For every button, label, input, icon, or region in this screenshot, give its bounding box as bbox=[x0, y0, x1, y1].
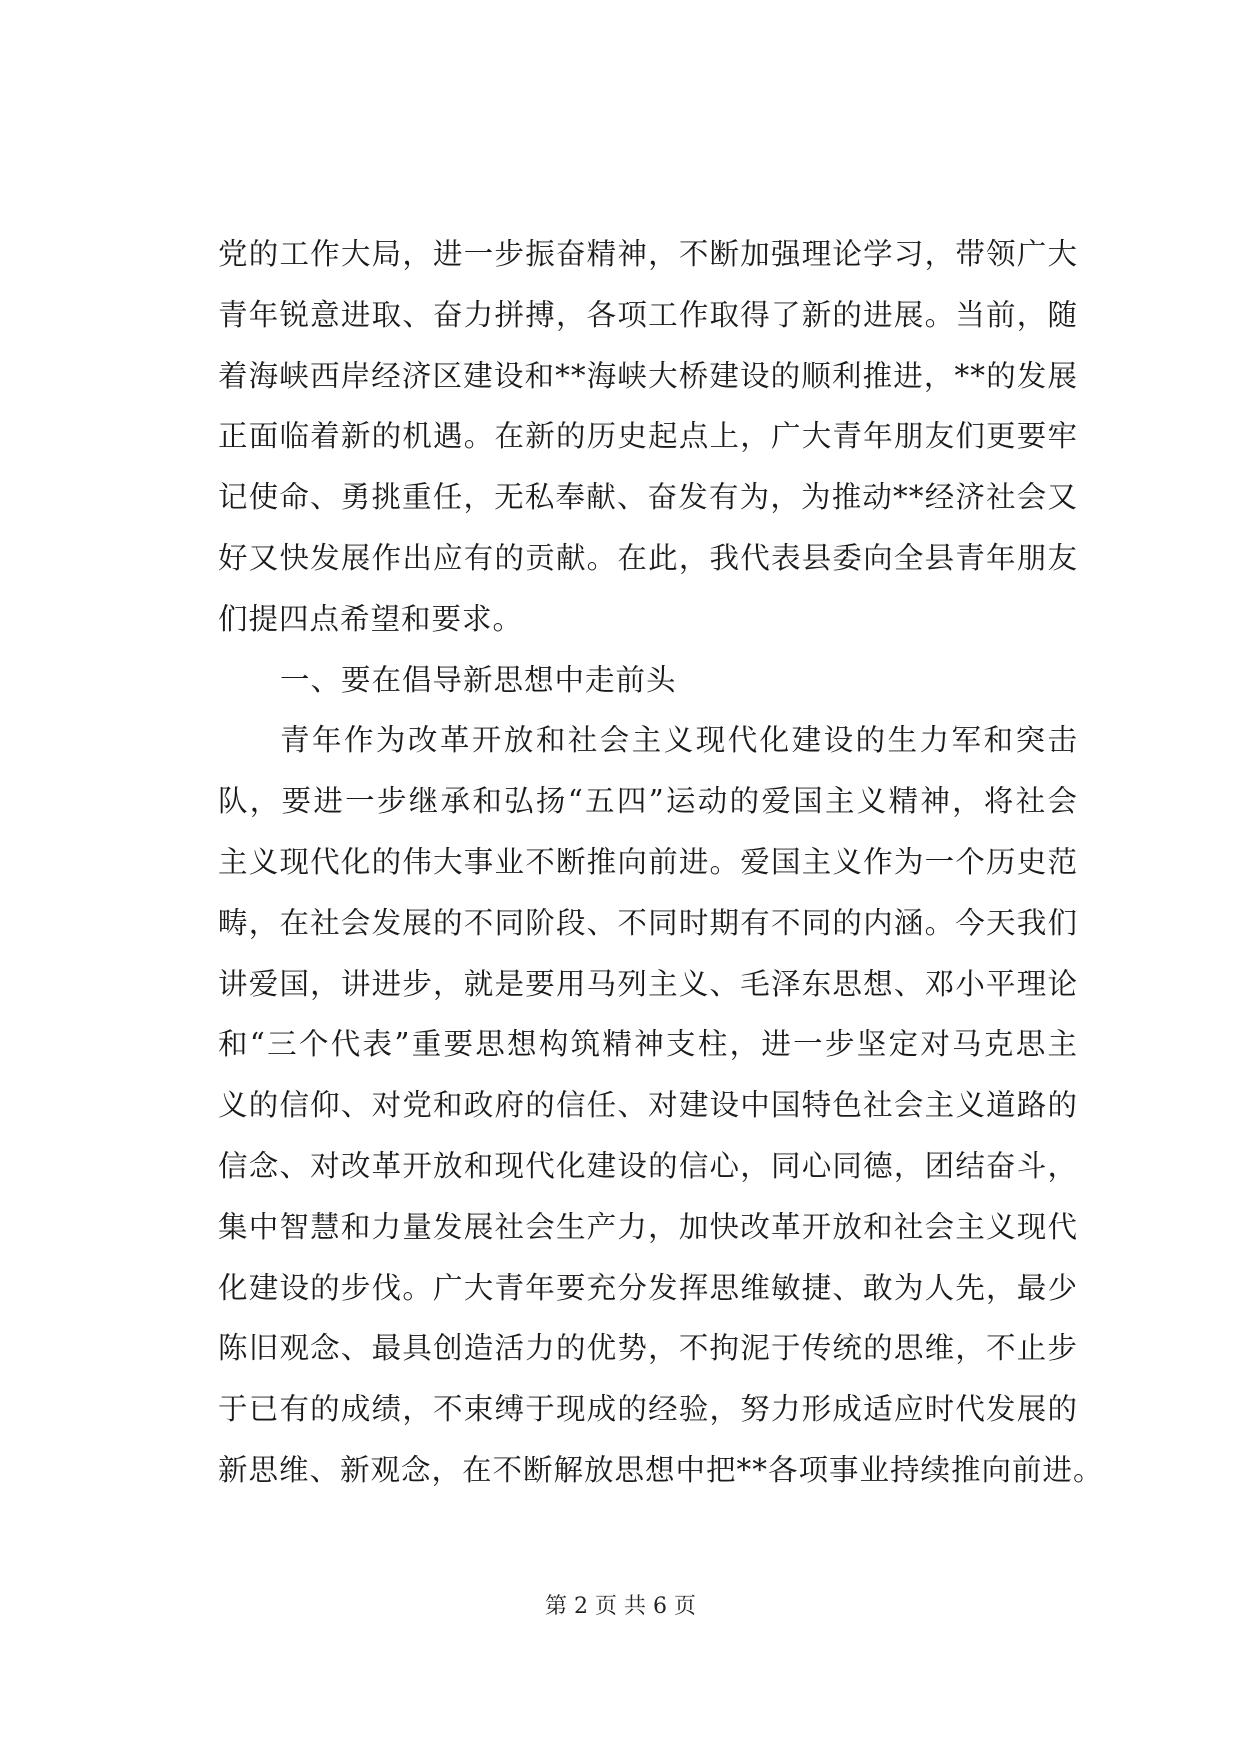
text-line: 正面临着新的机遇。在新的历史起点上，广大青年朋友们更要牢 bbox=[218, 419, 1078, 454]
text-line: 畴，在社会发展的不同阶段、不同时期有不同的内涵。今天我们 bbox=[218, 905, 1078, 940]
body-text bbox=[218, 224, 1104, 1501]
text-line: 好又快发展作出应有的贡献。在此，我代表县委向全县青年朋友 bbox=[218, 540, 1078, 575]
text-line: 新思维、新观念，在不断解放思想中把**各项事业持续推向前进。 bbox=[218, 1452, 1104, 1487]
page-footer bbox=[0, 1592, 1241, 1622]
text-line: 主义现代化的伟大事业不断推向前进。爱国主义作为一个历史范 bbox=[218, 844, 1078, 879]
text-line: 于已有的成绩，不束缚于现成的经验，努力形成适应时代发展的 bbox=[218, 1392, 1078, 1427]
text-line: 青年锐意进取、奋力拼搏，各项工作取得了新的进展。当前，随 bbox=[218, 297, 1078, 332]
section-heading: 一、要在倡导新思想中走前头 bbox=[280, 662, 677, 697]
text-line: 集中智慧和力量发展社会生产力，加快改革开放和社会主义现代 bbox=[218, 1209, 1078, 1244]
page-number-label: 第 2 页 共 6 页 bbox=[545, 1594, 696, 1619]
text-line: 党的工作大局，进一步振奋精神，不断加强理论学习，带领广大 bbox=[218, 237, 1078, 271]
text-line: 义的信仰、对党和政府的信任、对建设中国特色社会主义道路的 bbox=[218, 1088, 1078, 1123]
text-line: 和“三个代表”重要思想构筑精神支柱，进一步坚定对马克思主 bbox=[218, 1027, 1078, 1062]
text-line: 陈旧观念、最具创造活力的优势，不拘泥于传统的思维，不止步 bbox=[218, 1331, 1078, 1366]
text-line: 青年作为改革开放和社会主义现代化建设的生力军和突击 bbox=[280, 723, 1078, 758]
text-line: 们提四点希望和要求。 bbox=[218, 601, 524, 636]
text-line: 记使命、勇挑重任，无私奉献、奋发有为，为推动**经济社会又 bbox=[218, 480, 1078, 515]
text-line: 化建设的步伐。广大青年要充分发挥思维敏捷、敢为人先，最少 bbox=[218, 1270, 1078, 1305]
text-line: 着海峡西岸经济区建设和**海峡大桥建设的顺利推进，**的发展 bbox=[218, 358, 1078, 393]
text-line: 信念、对改革开放和现代化建设的信心，同心同德，团结奋斗， bbox=[218, 1148, 1078, 1183]
text-line: 讲爱国，讲进步，就是要用马列主义、毛泽东思想、邓小平理论 bbox=[218, 966, 1078, 1001]
text-line: 队，要进一步继承和弘扬“五四”运动的爱国主义精神，将社会 bbox=[218, 784, 1078, 819]
